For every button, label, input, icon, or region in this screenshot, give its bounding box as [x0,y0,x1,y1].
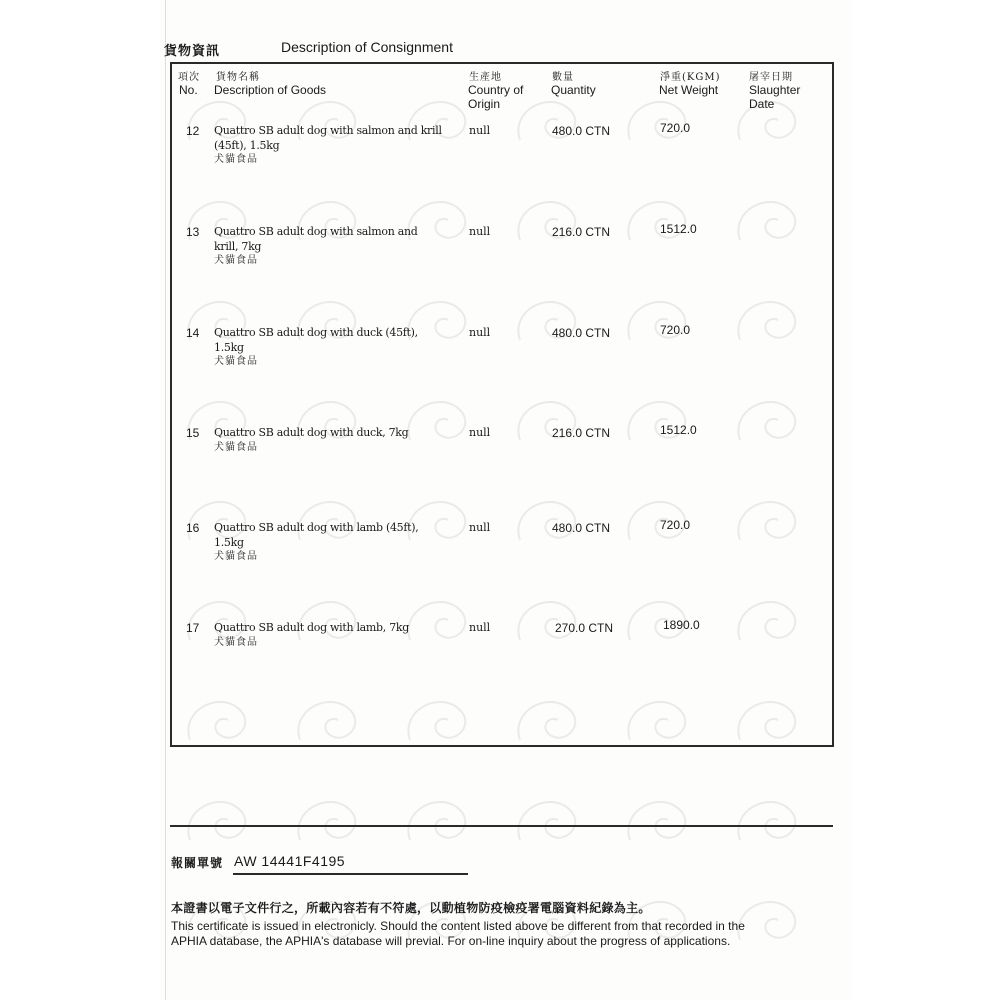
header-slaughter-zh: 屠宰日期 [749,72,793,83]
item-quantity: 216.0 CTN [552,225,611,239]
item-quantity: 270.0 CTN [555,621,614,635]
item-origin: null [469,426,491,439]
desc-zh: 犬貓食品 [214,154,258,165]
desc-line: Quattro SB adult dog with lamb (45ft), [214,521,419,534]
notice-en-line: This certificate is issued in electronicly. Should the content listed above be different from that recorded in the [171,919,745,933]
header-weight-en: Net Weight [659,83,719,97]
header-origin-en: Country of Origin [468,83,524,111]
section-title-zh: 貨物資訊 [164,44,221,59]
item-no: 17 [186,621,200,635]
notice-en-line: APHIA database, the APHIA's database will previal. For on-line inquiry about the progress of applications. [171,934,731,948]
item-net-weight: 1512.0 [660,222,697,236]
item-origin: null [469,225,491,238]
desc-line: Quattro SB adult dog with salmon and krill [214,124,442,137]
header-no-en: No. [179,83,198,97]
item-no: 16 [186,521,200,535]
item-no: 12 [186,124,200,138]
header-weight-zh: 淨重(KGM) [660,72,721,83]
declaration-number-label: 報關單號 [171,856,224,870]
desc-zh: 犬貓食品 [214,255,258,266]
header-desc-en: Description of Goods [214,83,327,97]
item-description [214,621,469,650]
item-origin: null [469,521,491,534]
section-title-en: Description of Consignment [281,39,453,55]
item-no: 14 [186,326,200,340]
header-desc-zh: 貨物名稱 [216,72,260,83]
desc-line: Quattro SB adult dog with lamb, 7kg [214,621,409,634]
desc-zh: 犬貓食品 [214,636,258,648]
header-qty-en: Quantity [551,83,596,97]
section-divider [170,825,833,827]
item-net-weight: 720.0 [660,323,691,337]
item-net-weight: 720.0 [660,121,691,135]
desc-line: Quattro SB adult dog with duck, 7kg [214,426,409,439]
item-quantity: 480.0 CTN [552,521,611,535]
item-description [214,326,469,370]
declaration-underline [233,873,468,875]
desc-line: Quattro SB adult dog with duck (45ft), [214,326,418,339]
desc-zh: 犬貓食品 [214,551,258,562]
declaration-number-value: AW 14441F4195 [234,853,346,869]
item-description [214,225,469,269]
item-description [214,521,469,565]
desc-zh: 犬貓食品 [214,441,258,453]
item-quantity: 216.0 CTN [552,426,611,440]
header-slaughter-en: Slaughter Date [749,83,801,111]
desc-line: 1.5kg [214,535,244,549]
notice-zh: 本證書以電子文件行之，所載內容若有不符處，以動植物防疫檢疫署電腦資料紀錄為主。 [171,901,651,915]
item-no: 13 [186,225,200,239]
desc-line: 1.5kg [214,340,244,354]
desc-line: Quattro SB adult dog with salmon and [214,225,418,238]
desc-line: krill, 7kg [214,239,262,253]
item-quantity: 480.0 CTN [552,124,611,138]
item-description [214,426,469,455]
header-qty-zh: 數量 [552,72,574,83]
item-origin: null [469,621,491,634]
desc-line: (45ft), 1.5kg [214,138,280,152]
item-net-weight: 1512.0 [660,423,697,437]
item-quantity: 480.0 CTN [552,326,611,340]
item-net-weight: 720.0 [660,518,691,532]
header-origin-zh: 生產地 [469,72,502,83]
scan-edge [165,0,166,1000]
desc-zh: 犬貓食品 [214,356,258,367]
item-origin: null [469,326,491,339]
item-description [214,124,469,168]
item-origin: null [469,124,491,137]
item-net-weight: 1890.0 [663,618,700,632]
item-no: 15 [186,426,200,440]
header-no-zh: 項次 [178,72,200,83]
notice-en [171,919,831,949]
